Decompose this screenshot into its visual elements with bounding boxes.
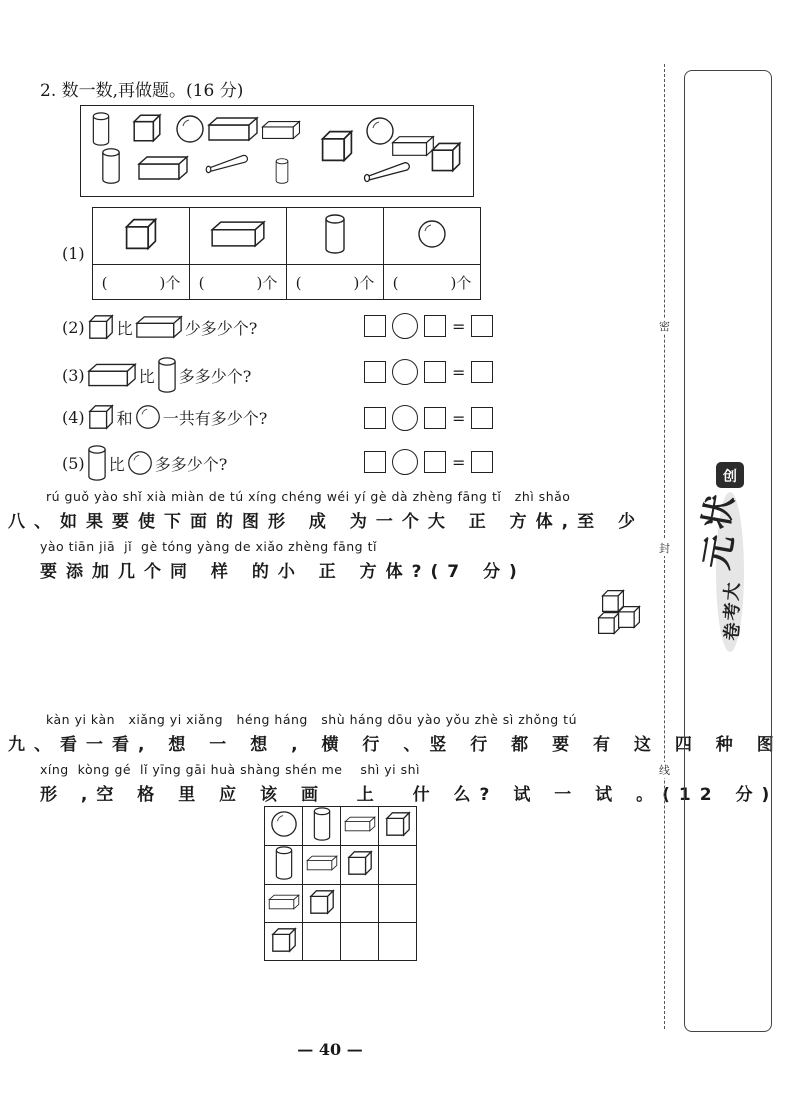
cube-icon xyxy=(432,143,459,170)
count-table xyxy=(92,207,481,300)
equals-sign: = xyxy=(452,452,466,472)
svg-text:元: 元 xyxy=(696,531,742,573)
seal-char-2: 封 xyxy=(659,542,670,555)
question-row-2: (2) 比 少多少个? xyxy=(62,313,257,341)
operator-circle[interactable] xyxy=(392,449,418,475)
q2-title: 2. 数一数,再做题。(16 分) xyxy=(40,81,244,101)
grid-cell xyxy=(341,807,379,846)
equation-row-4 xyxy=(364,405,493,431)
shapes-collection xyxy=(81,106,473,196)
q8-text-line2: 要添加几个同 样 的小 正 方体?(7 分) xyxy=(40,562,526,582)
cylinder-icon xyxy=(87,445,107,481)
cuboid-icon xyxy=(87,362,137,388)
count-answer-cuboid[interactable]: ( )个 xyxy=(190,265,287,300)
sphere-icon xyxy=(127,450,153,476)
count-cell-cylinder xyxy=(287,208,384,265)
grid-cell xyxy=(303,807,341,846)
result-box[interactable] xyxy=(471,451,493,473)
cylinder-icon xyxy=(103,149,119,184)
svg-text:创: 创 xyxy=(723,469,737,485)
grid-cell xyxy=(379,807,417,846)
grid-empty-cell[interactable] xyxy=(341,923,379,961)
answer-box[interactable] xyxy=(424,407,446,429)
q9-pinyin-line1: kàn yi kàn xiǎng yi xiǎng héng háng shù háng dōu yào yǒu zhè sì zhǒng tú xyxy=(46,712,577,727)
question-row-5: (5) 比 多多少个? xyxy=(62,445,227,481)
cuboid-icon xyxy=(344,815,376,833)
cylinder-icon xyxy=(93,113,108,145)
cube-icon xyxy=(346,849,374,877)
grid-cell xyxy=(265,846,303,885)
seal-char-1: 密 xyxy=(659,320,670,333)
question-row-3: (3) 比 多多少个? xyxy=(62,357,251,393)
cube-icon xyxy=(384,810,412,838)
grid-cell xyxy=(341,846,379,885)
q2-part1-label: (1) xyxy=(62,244,85,263)
count-cell-cuboid xyxy=(190,208,287,265)
cuboid-icon xyxy=(139,157,187,179)
equation-row-5 xyxy=(364,449,493,475)
result-box[interactable] xyxy=(471,361,493,383)
grid-cell xyxy=(265,885,303,923)
equation-row-3 xyxy=(364,359,493,385)
grid-empty-cell[interactable] xyxy=(379,846,417,885)
operator-circle[interactable] xyxy=(392,359,418,385)
q8-pinyin-line1: rú guǒ yào shǐ xià miàn de tú xíng chéng wéi yí gè dà zhèng fāng tǐ zhì shǎo xyxy=(46,489,571,504)
count-cell-cube xyxy=(93,208,190,265)
grid-cell xyxy=(265,923,303,961)
grid-empty-cell[interactable] xyxy=(379,885,417,923)
count-cell-sphere xyxy=(384,208,481,265)
sphere-icon xyxy=(367,118,393,144)
cuboid-icon xyxy=(263,122,300,139)
cube-icon xyxy=(134,115,160,141)
sphere-icon xyxy=(270,810,298,838)
grid-cell xyxy=(303,846,341,885)
grid-cell xyxy=(265,807,303,846)
q8-pinyin-line2: yào tiān jiā jǐ gè tóng yàng de xiǎo zhèng fāng tǐ xyxy=(40,539,377,554)
cube-icon xyxy=(270,926,298,954)
cuboid-icon xyxy=(306,854,338,872)
svg-text:大: 大 xyxy=(721,581,744,602)
cube-icon xyxy=(308,888,336,916)
q9-text-line1: 九、看一看, 想 一 想 , 横 行 、竖 行 都 要 有 这 四 种 图 xyxy=(8,735,783,755)
cylinder-icon xyxy=(311,807,333,841)
q8-text-line1: 八、如果要使下面的图形 成 为一个大 正 方体,至 少 xyxy=(8,512,645,532)
answer-box[interactable] xyxy=(364,315,386,337)
brand-logo xyxy=(696,462,756,662)
cuboid-icon xyxy=(393,137,434,156)
result-box[interactable] xyxy=(471,315,493,337)
cube-stack-figure xyxy=(592,588,648,640)
seal-char-3: 线 xyxy=(659,764,670,777)
cuboid-icon xyxy=(210,220,266,248)
answer-box[interactable] xyxy=(424,451,446,473)
operator-circle[interactable] xyxy=(392,405,418,431)
sphere-icon xyxy=(177,116,203,142)
question-row-4: (4) 和 一共有多少个? xyxy=(62,403,267,431)
answer-box[interactable] xyxy=(364,451,386,473)
grid-empty-cell[interactable] xyxy=(379,923,417,961)
count-answer-sphere[interactable]: ( )个 xyxy=(384,265,481,300)
result-box[interactable] xyxy=(471,407,493,429)
q9-pinyin-line2: xíng kòng gé lǐ yīng gāi huà shàng shén me shì yi shì xyxy=(40,762,420,777)
equals-sign: = xyxy=(452,316,466,336)
page-number: — 40 — xyxy=(297,1040,363,1059)
shapes-collection-box xyxy=(80,105,474,197)
cylinder-icon xyxy=(273,846,295,880)
shape-grid xyxy=(264,806,417,961)
equals-sign: = xyxy=(452,362,466,382)
svg-text:考: 考 xyxy=(721,601,744,622)
sphere-icon xyxy=(417,219,447,249)
q9-text-line2: 形 ,空 格 里 应 该 画 上 什 么? 试 一 试 。(12 分) xyxy=(40,785,779,805)
sphere-icon xyxy=(135,404,161,430)
cylinder-icon xyxy=(323,214,347,254)
equals-sign: = xyxy=(452,408,466,428)
cube-icon xyxy=(123,216,159,252)
cube-icon xyxy=(323,132,352,161)
count-answer-cylinder[interactable]: ( )个 xyxy=(287,265,384,300)
cylinder-icon xyxy=(157,357,177,393)
count-answer-cube[interactable]: ( )个 xyxy=(93,265,190,300)
svg-text:状: 状 xyxy=(696,491,742,533)
equation-row-2 xyxy=(364,313,493,339)
operator-circle[interactable] xyxy=(392,313,418,339)
cuboid-icon xyxy=(209,118,257,140)
answer-box[interactable] xyxy=(364,407,386,429)
cuboid-icon xyxy=(268,893,300,911)
cylinder-icon xyxy=(276,159,288,184)
grid-empty-cell[interactable] xyxy=(303,923,341,961)
cube-icon xyxy=(87,403,115,431)
answer-box[interactable] xyxy=(424,361,446,383)
cuboid-icon xyxy=(135,314,183,340)
rod-icon xyxy=(206,155,247,172)
cube-icon xyxy=(87,313,115,341)
svg-text:卷: 卷 xyxy=(721,621,744,642)
answer-box[interactable] xyxy=(424,315,446,337)
grid-empty-cell[interactable] xyxy=(341,885,379,923)
answer-box[interactable] xyxy=(364,361,386,383)
grid-cell xyxy=(303,885,341,923)
rod-icon xyxy=(365,163,410,182)
